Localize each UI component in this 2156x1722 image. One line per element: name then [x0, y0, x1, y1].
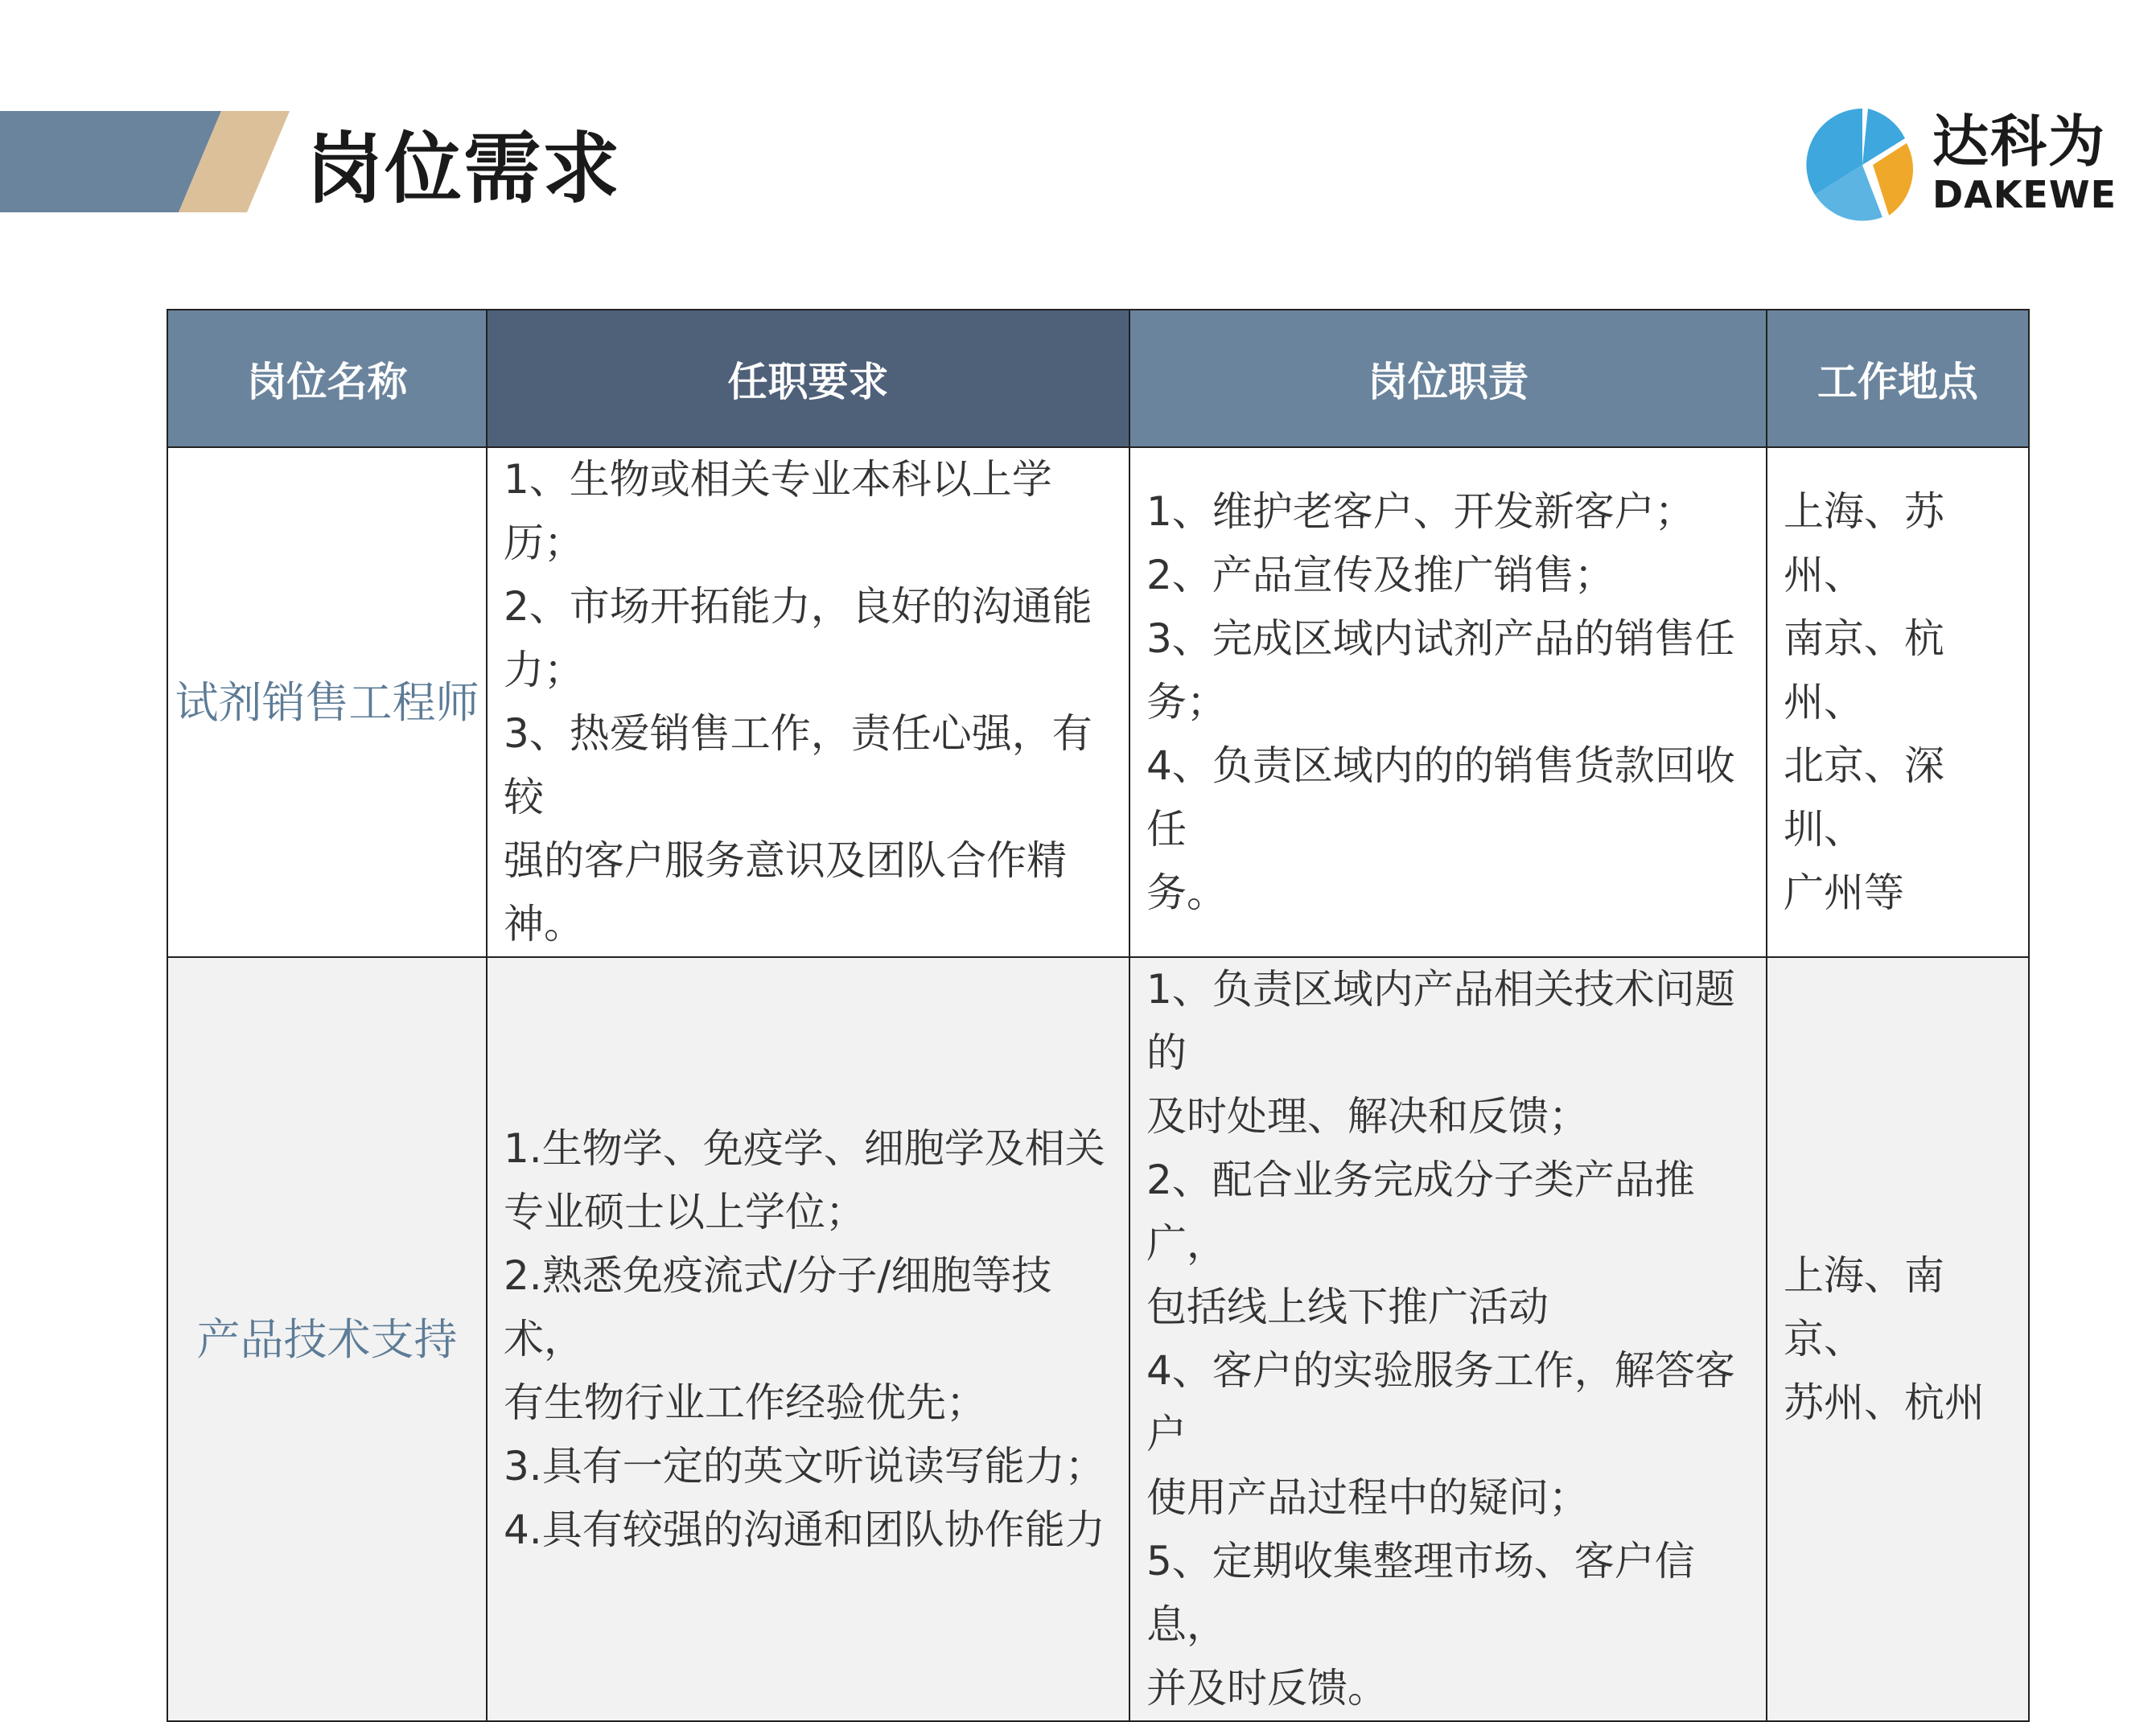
- duty-line: 4、负责区域内的的销售货款回收任: [1146, 742, 1735, 853]
- requirement-line: 4.具有较强的沟通和团队协作能力: [504, 1506, 1105, 1553]
- requirements-cell: [487, 447, 1129, 957]
- requirement-line: 专业硕士以上学位；: [504, 1188, 866, 1235]
- column-header-duties: 岗位职责: [1129, 310, 1767, 447]
- duty-line: 及时处理、解决和反馈；: [1146, 1093, 1589, 1140]
- page-title: 岗位需求: [306, 124, 621, 214]
- requirement-line: 3.具有一定的英文听说读写能力；: [504, 1442, 1105, 1490]
- position-name: 产品技术支持: [167, 957, 487, 1721]
- duty-line: 包括线上线下推广活动: [1146, 1284, 1549, 1330]
- location-cell: [1767, 447, 2029, 957]
- location-cell: [1767, 957, 2029, 1721]
- requirement-line: 有生物行业工作经验优先；: [504, 1379, 986, 1426]
- duty-line: 2、配合业务完成分子类产品推广，: [1146, 1157, 1695, 1267]
- column-header-requirements: 任职要求: [487, 310, 1129, 447]
- location-line: 上海、苏州、: [1784, 487, 1944, 598]
- duty-line: 5、定期收集整理市场、客户信息，: [1146, 1538, 1695, 1648]
- duties-cell: [1129, 957, 1767, 1721]
- duty-line: 使用产品过程中的疑问；: [1146, 1474, 1589, 1521]
- requirement-line: 1.生物学、免疫学、细胞学及相关: [504, 1124, 1105, 1172]
- duty-line: 务。: [1146, 869, 1227, 916]
- table-row: [167, 447, 2029, 957]
- logo-english-text: DAKEWE: [1932, 173, 2117, 216]
- duty-line: 4、客户的实验服务工作，解答客户: [1146, 1347, 1735, 1457]
- logo-chinese-text: 达科为: [1932, 109, 2106, 175]
- table-row: [167, 957, 2029, 1721]
- location-line: 苏州、杭州: [1784, 1379, 1985, 1426]
- requirement-line: 2、市场开拓能力，良好的沟通能力；: [504, 583, 1092, 693]
- location-line: 上海、南京、: [1784, 1251, 1944, 1362]
- table-header-row: [167, 310, 2029, 447]
- duty-line: 1、负责区域内产品相关技术问题的: [1146, 966, 1735, 1076]
- duty-line: 3、完成区域内试剂产品的销售任务；: [1146, 614, 1735, 725]
- header-accent-band: [0, 111, 290, 212]
- requirement-line: 2.熟悉免疫流式/分子/细胞等技术，: [504, 1251, 1052, 1362]
- duty-line: 并及时反馈。: [1146, 1665, 1388, 1712]
- column-header-position: 岗位名称: [167, 310, 487, 447]
- duty-line: 1、维护老客户、开发新客户；: [1146, 487, 1695, 535]
- column-header-location: 工作地点: [1767, 310, 2029, 447]
- duty-line: 2、产品宣传及推广销售；: [1146, 551, 1615, 598]
- logo-mark-icon: [1802, 105, 1923, 225]
- location-line: 南京、杭州、: [1784, 614, 1944, 725]
- job-requirements-table: [167, 309, 2030, 1722]
- location-line: 广州等: [1784, 869, 1904, 916]
- duties-cell: [1129, 447, 1767, 957]
- position-name: 试剂销售工程师: [167, 447, 487, 957]
- company-logo: [1802, 105, 2117, 225]
- location-line: 北京、深圳、: [1784, 742, 1944, 853]
- requirement-line: 3、热爱销售工作，责任心强，有较: [504, 710, 1092, 820]
- requirement-line: 1、生物或相关专业本科以上学历；: [504, 456, 1052, 566]
- requirements-cell: [487, 957, 1129, 1721]
- requirement-line: 强的客户服务意识及团队合作精神。: [504, 837, 1067, 947]
